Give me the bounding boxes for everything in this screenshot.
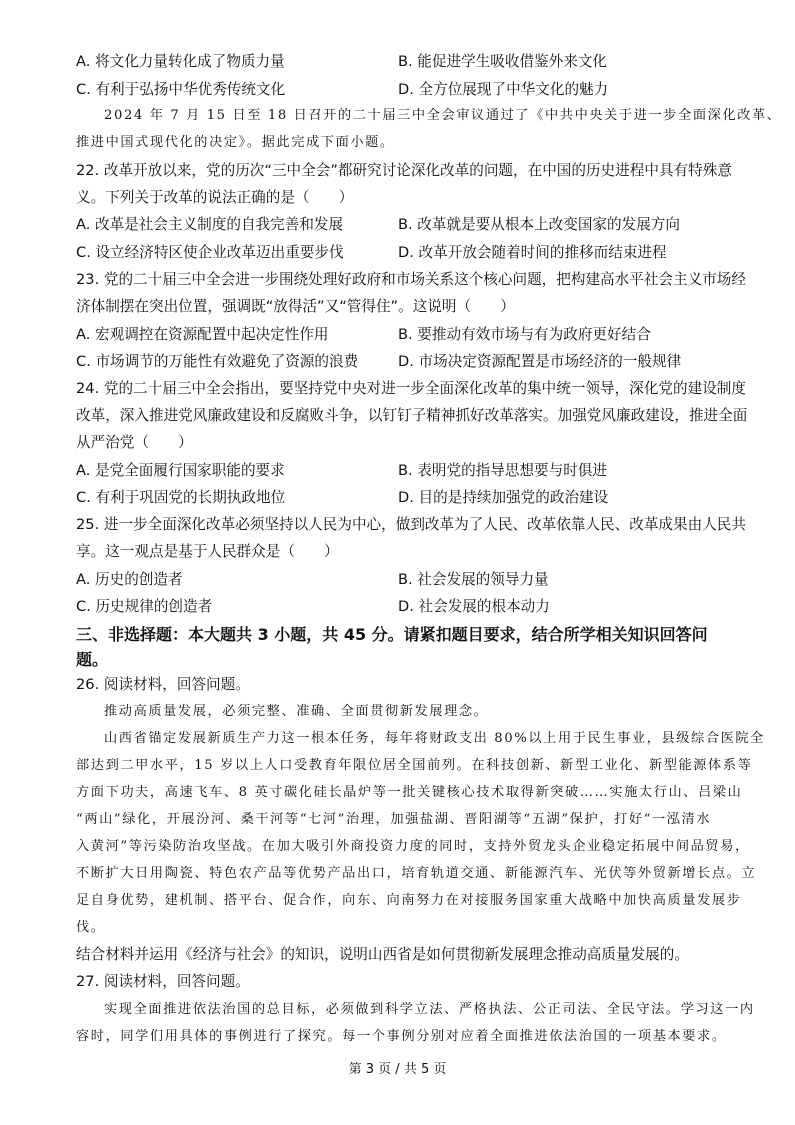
q24-stem-1: 24. 党的二十届三中全会指出，要坚持党中央对进一步全面深化改革的集中统一领导，深化党的建设制度: [76, 380, 746, 397]
q23-option-d: D. 市场决定资源配置是市场经济的一般规律: [398, 353, 682, 370]
q26-material-line-8: 伐。: [76, 920, 106, 935]
q23-option-b: B. 要推动有效市场与有为政府更好结合: [398, 326, 651, 343]
q26-material-intro: 推动高质量发展，必须完整、准确、全面贯彻新发展理念。: [104, 704, 489, 719]
q23-option-a: A. 宏观调控在资源配置中起决定性作用: [76, 326, 329, 343]
q24-option-c: C. 有利于巩固党的长期执政地位: [76, 489, 286, 506]
q21-option-a: A. 将文化力量转化成了物质力量: [76, 53, 285, 70]
q22-stem-2: 义。下列关于改革的说法正确的是（ ）: [76, 189, 354, 206]
q27-title: 27. 阅读材料，回答问题。: [76, 973, 250, 990]
q26-material-line-6: 不断扩大日用陶瓷、特色农产品等优势产品出口，培育轨道交通、新能源汽车、光伏等外贸新增长点。立: [76, 866, 757, 881]
q22-option-d: D. 改革开放会随着时间的推移而结束进程: [398, 244, 667, 261]
q26-material-line-4: “两山”绿化，开展汾河、桑干河等“七河”治理，加强盐湖、晋阳湖等“五湖”保护，打好“一泓清水: [76, 812, 712, 827]
section-heading-2: 题。: [76, 650, 109, 669]
q25-option-d: D. 社会发展的根本动力: [398, 598, 550, 615]
q27-material-line-2: 容时，同学们用具体的事例进行了探究。每一个事例分别对应着全面推进依法治国的一项基本要求。: [76, 1029, 727, 1044]
q25-option-b: B. 社会发展的领导力量: [398, 571, 549, 588]
q25-stem-1: 25. 进一步全面深化改革必须坚持以人民为中心，做到改革为了人民、改革依靠人民、改革成果由人民共: [76, 516, 746, 533]
q25-option-a: A. 历史的创造者: [76, 571, 183, 588]
q26-material-line-1: 山西省锚定发展新质生产力这一根本任务，每年将财政支出 80%以上用于民生事业，县级综合医院全: [104, 731, 765, 746]
q22-stem-1: 22. 改革开放以来，党的历次“三中全会”都研究讨论深化改革的问题，在中国的历史进程中具有特殊意: [76, 162, 732, 179]
q23-option-c: C. 市场调节的万能性有效避免了资源的浪费: [76, 353, 359, 370]
q26-material-line-3: 方面下功夫，高速飞车、8 英寸碳化硅长晶炉等一批关键核心技术取得新突破……实施太行山、吕梁山: [76, 785, 743, 800]
q26-title: 26. 阅读材料，回答问题。: [76, 676, 250, 693]
q23-stem-2: 济体制摆在突出位置，强调既“放得活”又“管得住”。这说明（ ）: [76, 298, 515, 315]
intro-line-2: 推进中国式现代化的决定》。据此完成下面小题。: [76, 135, 395, 150]
q22-option-a: A. 改革是社会主义制度的自我完善和发展: [76, 216, 344, 233]
q24-option-b: B. 表明党的指导思想要与时俱进: [398, 462, 608, 479]
q23-stem-1: 23. 党的二十届三中全会进一步围绕处理好政府和市场关系这个核心问题，把构建高水平社会主义市场经: [76, 271, 746, 288]
section-heading-1: 三、非选择题：本大题共 3 小题，共 45 分。请紧扣题目要求，结合所学相关知识回答问: [76, 625, 708, 644]
q22-option-c: C. 设立经济特区使企业改革迈出重要步伐: [76, 244, 344, 261]
q21-option-b: B. 能促进学生吸收借鉴外来文化: [398, 53, 608, 70]
q25-stem-2: 享。这一观点是基于人民群众是（ ）: [76, 543, 339, 560]
q26-question: 结合材料并运用《经济与社会》的知识，说明山西省是如何贯彻新发展理念推动高质量发展的。: [76, 946, 689, 963]
q24-option-d: D. 目的是持续加强党的政治建设: [398, 489, 609, 506]
q24-stem-3: 从严治党（ ）: [76, 434, 193, 451]
q27-material-line-1: 实现全面推进依法治国的总目标，必须做到科学立法、严格执法、公正司法、全民守法。学习这一内: [104, 1002, 755, 1017]
q22-option-b: B. 改革就是要从根本上改变国家的发展方向: [398, 216, 680, 233]
q21-option-d: D. 全方位展现了中华文化的魅力: [398, 81, 609, 98]
q21-option-c: C. 有利于弘扬中华优秀传统文化: [76, 81, 286, 98]
q24-option-a: A. 是党全面履行国家职能的要求: [76, 462, 285, 479]
q25-option-c: C. 历史规律的创造者: [76, 598, 213, 615]
q26-material-line-2: 部达到二甲水平，15 岁以上人口受教育年限位居全国前列。在科技创新、新型工业化、新型能源体系等: [76, 758, 753, 773]
page-number: 第 3 页 / 共 5 页: [348, 1062, 447, 1077]
intro-line-1: 2024 年 7 月 15 日至 18 日召开的二十届三中全会审议通过了《中共中央关于进一步全面深化改革、: [104, 108, 782, 123]
q26-material-line-7: 足自身优势，建机制、搭平台、促合作，向东、向南努力在对接服务国家重大战略中加快高质量发展步: [76, 893, 742, 908]
q26-material-line-5: 入黄河”等污染防治攻坚战。在加大吸引外商投资力度的同时，支持外贸龙头企业稳定拓展中间品贸易，: [76, 839, 750, 854]
q24-stem-2: 改革，深入推进党风廉政建设和反腐败斗争，以钉钉子精神抓好改革落实。加强党风廉政建设，推进全面: [76, 407, 748, 424]
